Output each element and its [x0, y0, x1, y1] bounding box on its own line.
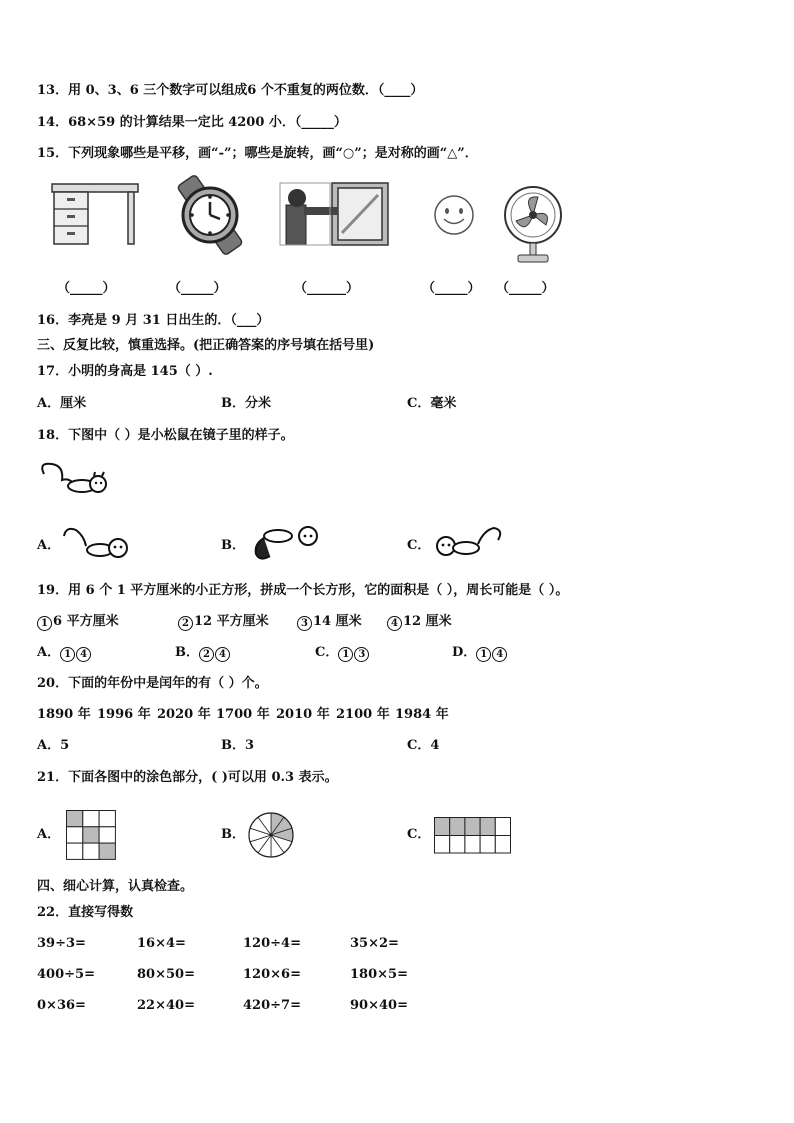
- answer-blank-watch[interactable]: （_____）: [168, 281, 227, 296]
- question-22: 22．直接写得数: [37, 905, 134, 920]
- calc-item: 35×2=: [350, 936, 399, 951]
- option-letter: B．: [175, 645, 199, 660]
- circled-number: 4: [76, 647, 91, 662]
- calc-item: 0×36=: [37, 998, 86, 1013]
- question-17: 17．小明的身高是 145（ ）.: [37, 364, 213, 379]
- q19-choice-4-text: 12 厘米: [403, 614, 452, 629]
- question-14: 14．68×59 的计算结果一定比 4200 小．（_____）: [37, 115, 347, 130]
- calc-item: 39÷3=: [37, 936, 86, 951]
- answer-blank-smiley[interactable]: （_____）: [422, 281, 481, 296]
- option-letter: D．: [452, 645, 477, 660]
- calc-item: 400÷5=: [37, 967, 95, 982]
- squirrel-option-b-icon: [244, 524, 322, 564]
- smiley-icon: [433, 194, 475, 236]
- squirrel-icon: [38, 460, 110, 496]
- circled-number: 3: [354, 647, 369, 662]
- circled-number: 4: [387, 616, 402, 631]
- q19-option-a[interactable]: [37, 645, 92, 662]
- desk-icon: [52, 184, 138, 246]
- q19-option-b[interactable]: [175, 645, 231, 662]
- section-3-heading: 三、反复比较，慎重选择。(把正确答案的序号填在括号里): [37, 338, 375, 353]
- q17-option-b[interactable]: B．分米: [221, 396, 271, 411]
- q21-option-c-label[interactable]: C．: [407, 827, 431, 842]
- q17-option-c[interactable]: C．毫米: [407, 396, 457, 411]
- q19-choice-2: [178, 614, 269, 631]
- q18-option-b-label[interactable]: B．: [221, 538, 245, 553]
- question-18: 18．下图中（ ）是小松鼠在镜子里的样子。: [37, 428, 294, 443]
- question-21: 21．下面各图中的涂色部分，( )可以用 0.3 表示。: [37, 770, 338, 785]
- answer-blank-window[interactable]: （______）: [294, 281, 360, 296]
- q19-choice-1-text: 6 平方厘米: [53, 614, 119, 629]
- circled-number: 3: [297, 616, 312, 631]
- q21-option-b-label[interactable]: B．: [221, 827, 245, 842]
- circled-number: 1: [476, 647, 491, 662]
- question-15: 15．下列现象哪些是平移，画“-”；哪些是旋转，画“○”；是对称的画“△”．: [37, 146, 478, 161]
- q21-option-a-label[interactable]: A．: [37, 827, 61, 842]
- circle-10-sectors-shaded: [247, 811, 295, 859]
- question-13: 13．用 0、3、6 三个数字可以组成6 个不重复的两位数．（____）: [37, 83, 424, 98]
- answer-blank-desk[interactable]: （_____）: [57, 281, 116, 296]
- calc-item: 120÷4=: [243, 936, 301, 951]
- calc-item: 120×6=: [243, 967, 301, 982]
- q19-choice-3-text: 14 厘米: [313, 614, 362, 629]
- grid-3x3-shaded: [66, 810, 117, 861]
- option-letter: A．: [37, 645, 61, 660]
- year-list-item: 1700 年: [216, 707, 270, 722]
- fan-icon: [502, 185, 566, 265]
- circled-number: 1: [60, 647, 75, 662]
- rectangle-2x5-shaded: [434, 817, 512, 854]
- calc-item: 16×4=: [137, 936, 186, 951]
- squirrel-option-a-icon: [60, 524, 134, 560]
- question-19: 19．用 6 个 1 平方厘米的小正方形，拼成一个长方形，它的面积是（ ），周长可能是（ ）。: [37, 583, 569, 598]
- section-4-heading: 四、细心计算，认真检查。: [37, 879, 194, 894]
- q18-option-c-label[interactable]: C．: [407, 538, 431, 553]
- calc-item: 22×40=: [137, 998, 195, 1013]
- q20-option-b[interactable]: B．3: [221, 738, 255, 753]
- circled-number: 1: [338, 647, 353, 662]
- q20-option-c[interactable]: C．4: [407, 738, 440, 753]
- q19-choice-1: [37, 614, 119, 631]
- q19-option-d[interactable]: [452, 645, 508, 662]
- circled-number: 2: [178, 616, 193, 631]
- q20-option-a[interactable]: A．5: [37, 738, 70, 753]
- calc-item: 420÷7=: [243, 998, 301, 1013]
- year-list-item: 2010 年: [276, 707, 330, 722]
- question-20: 20．下面的年份中是闰年的有（ ）个。: [37, 676, 268, 691]
- year-list-item: 1984 年: [395, 707, 449, 722]
- calc-item: 180×5=: [350, 967, 408, 982]
- circled-number: 2: [199, 647, 214, 662]
- q18-option-a-label[interactable]: A．: [37, 538, 61, 553]
- year-list-item: 1890 年: [37, 707, 91, 722]
- q19-choice-2-text: 12 平方厘米: [194, 614, 269, 629]
- circled-number: 1: [37, 616, 52, 631]
- q19-choice-4: [387, 614, 452, 631]
- circled-number: 4: [492, 647, 507, 662]
- q17-option-a[interactable]: A．厘米: [37, 396, 87, 411]
- year-list-item: 1996 年: [97, 707, 151, 722]
- calc-item: 80×50=: [137, 967, 195, 982]
- q19-choice-3: [297, 614, 362, 631]
- watch-icon: [165, 175, 255, 255]
- year-list-item: 2020 年: [157, 707, 211, 722]
- squirrel-option-c-icon: [432, 520, 506, 560]
- year-list-item: 2100 年: [336, 707, 390, 722]
- answer-blank-fan[interactable]: （_____）: [496, 281, 555, 296]
- calc-item: 90×40=: [350, 998, 408, 1013]
- window-sliding-icon: [280, 183, 390, 247]
- question-16: 16．李亮是 9 月 31 日出生的．（___）: [37, 313, 270, 328]
- circled-number: 4: [215, 647, 230, 662]
- q19-option-c[interactable]: [315, 645, 370, 662]
- option-letter: C．: [315, 645, 339, 660]
